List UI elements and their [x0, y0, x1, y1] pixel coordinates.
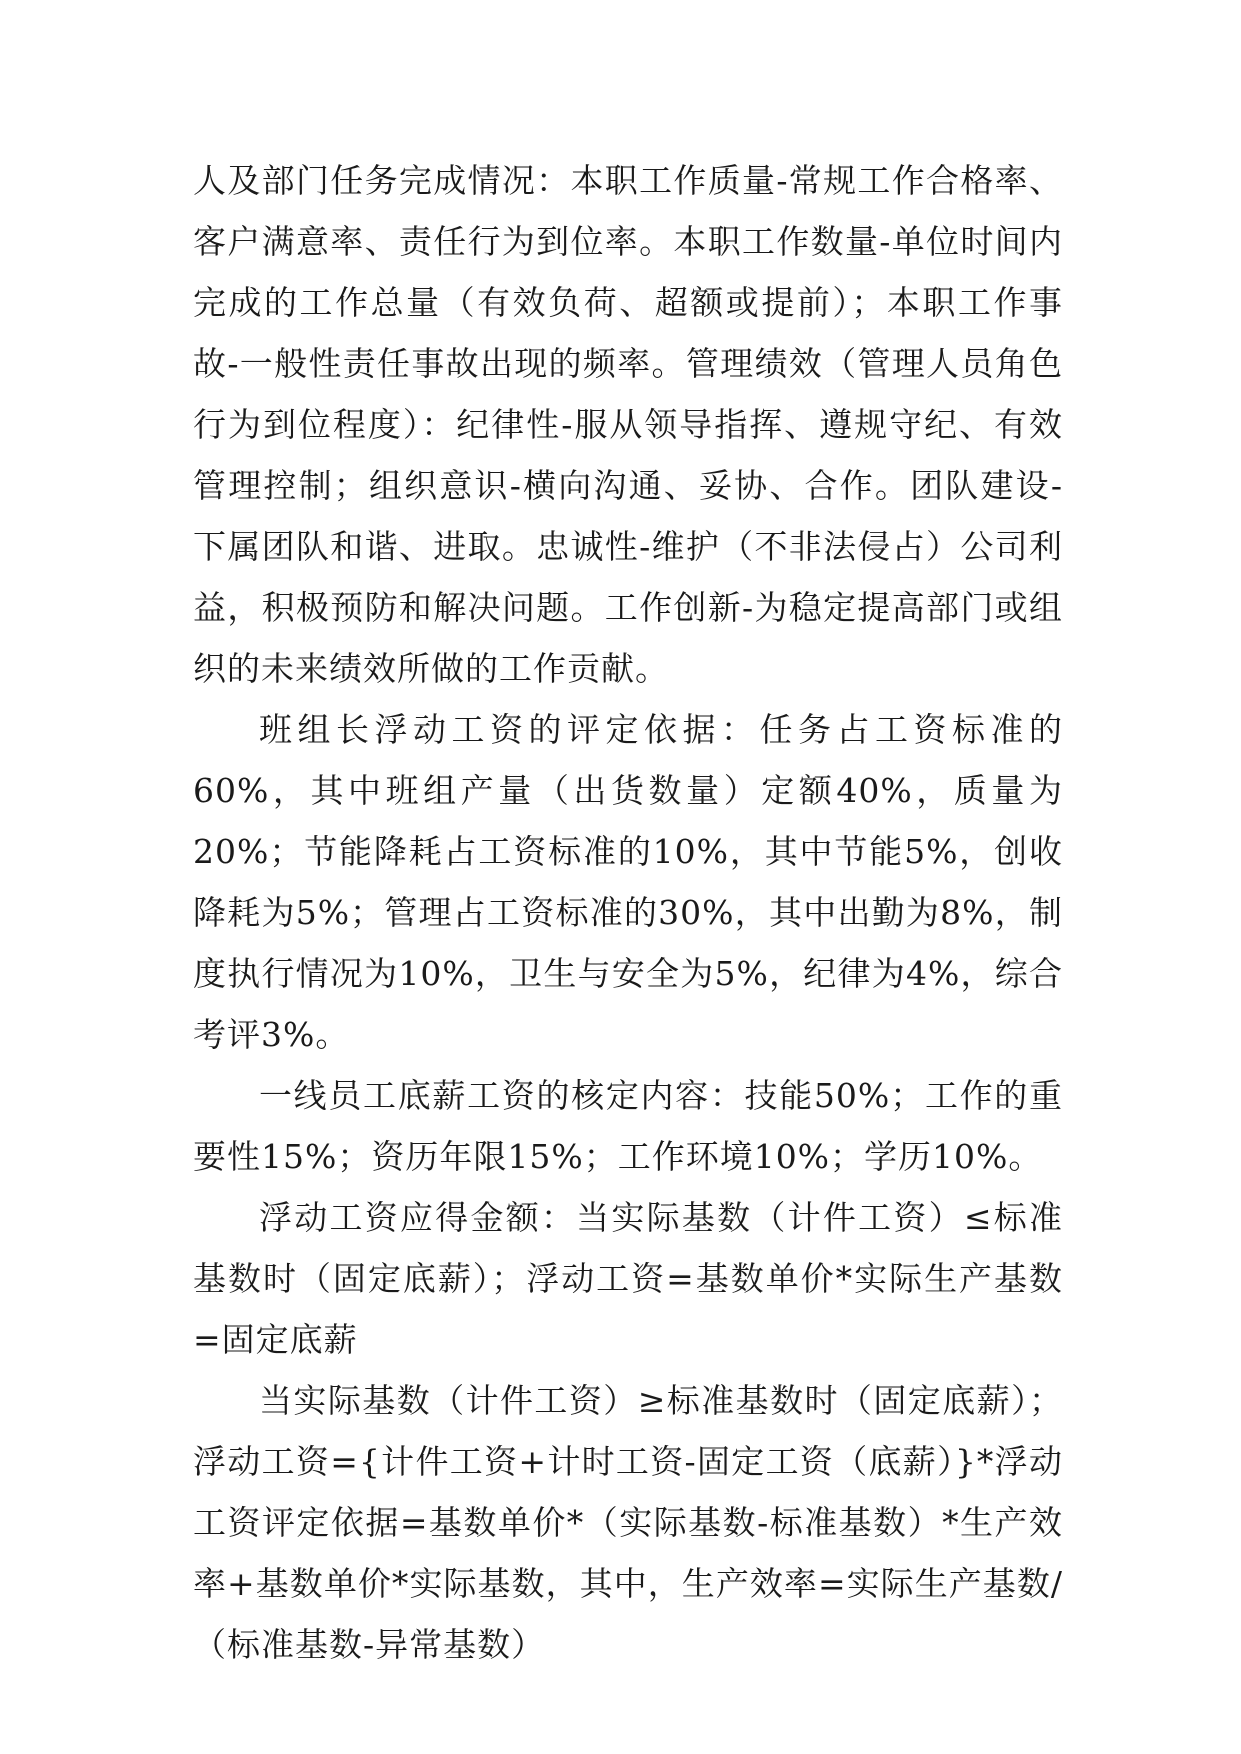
- paragraph-performance-criteria: 人及部门任务完成情况：本职工作质量-常规工作合格率、客户满意率、责任行为到位率。本职工作数量-单位时间内完成的工作总量（有效负荷、超额或提前）；本职工作事故-一般性责任事故出现的频率。管理绩效（管理人员角色行为到位程度）：纪律性-服从领导指挥、遵规守纪、有效管理控制；组织意识-横向沟通、妥协、合作。团队建设-下属团队和谐、进取。忠诚性-维护（不非法侵占）公司利益，积极预防和解决问题。工作创新-为稳定提高部门或组织的未来绩效所做的工作贡献。: [193, 161, 1063, 688]
- paragraph-floating-wage-formula: 当实际基数（计件工资）≥标准基数时（固定底薪）；浮动工资={计件工资+计时工资-固定工资（底薪）}*浮动工资评定依据=基数单价*（实际基数-标准基数）*生产效率+基数单价*实际基数，其中，生产效率=实际生产基数/（标准基数-异常基数）: [193, 1381, 1063, 1664]
- paragraph-floating-wage-amount: 浮动工资应得金额：当实际基数（计件工资）≤标准基数时（固定底薪）；浮动工资=基数单价*实际生产基数=固定底薪: [193, 1198, 1063, 1359]
- document-body: [193, 150, 1063, 1675]
- paragraph-frontline-base-salary: 一线员工底薪工资的核定内容：技能50%；工作的重要性15%；资历年限15%；工作环境10%；学历10%。: [193, 1076, 1063, 1176]
- paragraph-team-leader-floating-wage: 班组长浮动工资的评定依据：任务占工资标准的60%，其中班组产量（出货数量）定额40%，质量为20%；节能降耗占工资标准的10%，其中节能5%，创收降耗为5%；管理占工资标准的30%，其中出勤为8%，制度执行情况为10%，卫生与安全为5%，纪律为4%，综合考评3%。: [193, 710, 1063, 1054]
